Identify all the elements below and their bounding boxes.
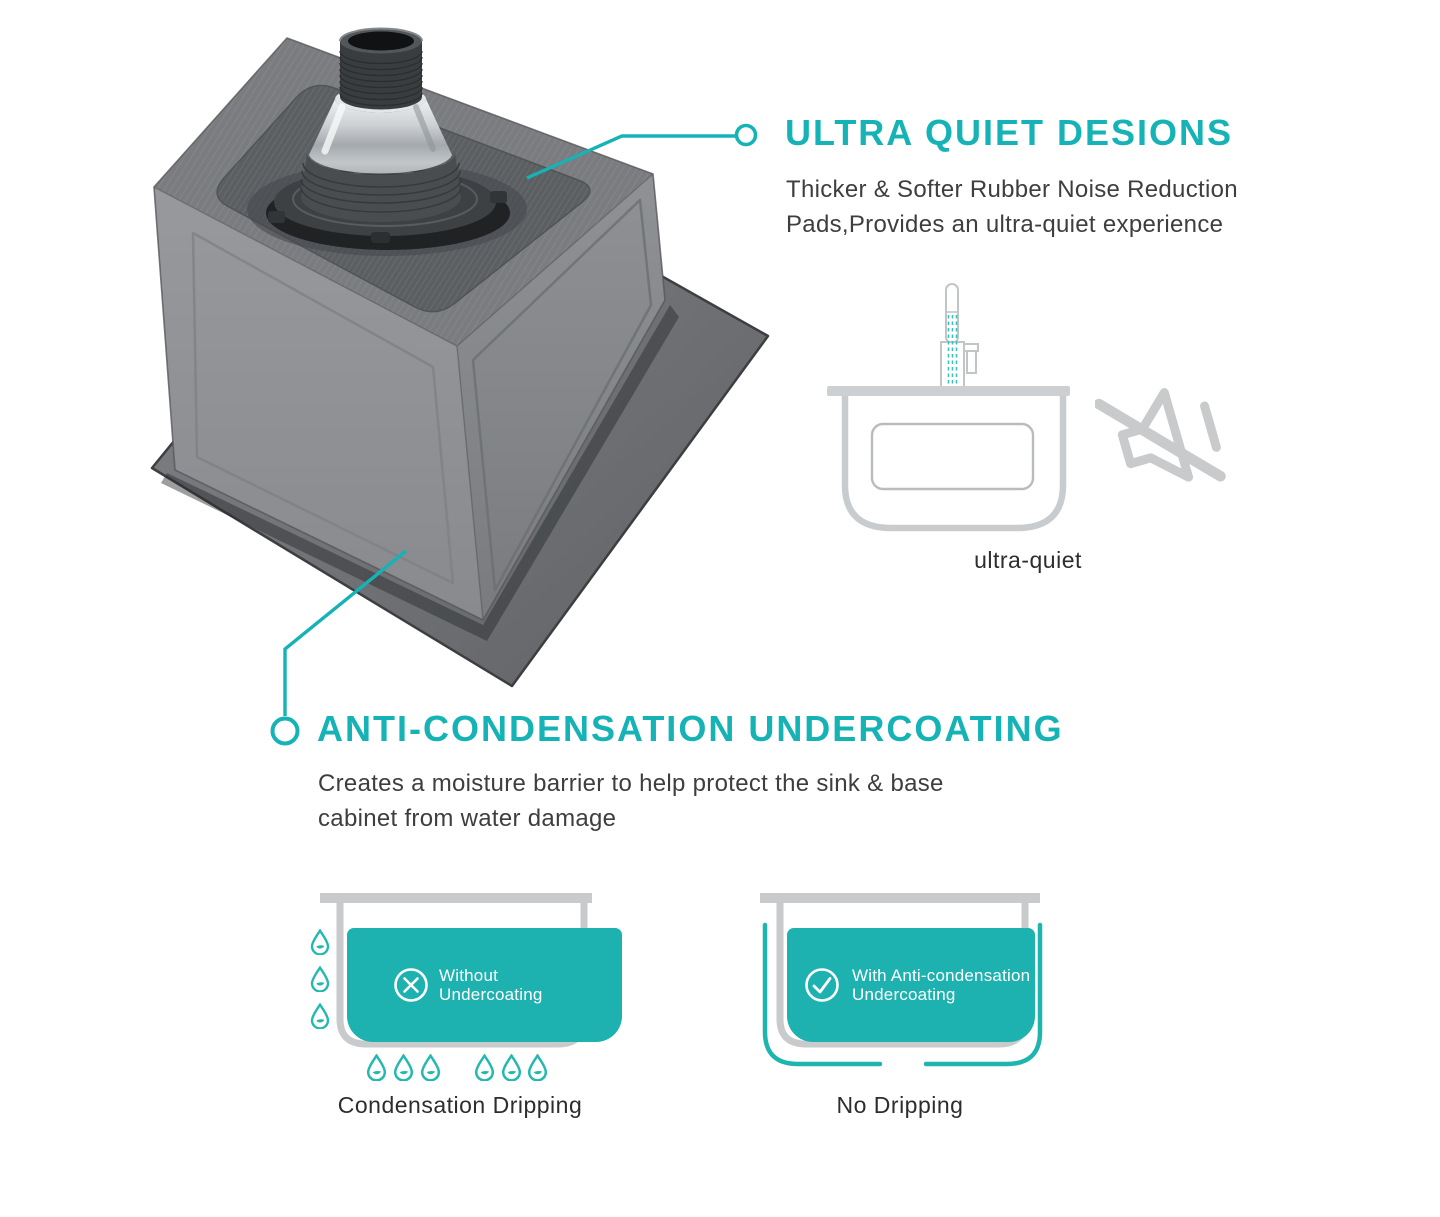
with-undercoating-badge (787, 928, 1035, 1042)
sink-underside-photo (95, 5, 785, 705)
ultra-quiet-caption: ultra-quiet (974, 547, 1082, 573)
faucet-icon (941, 284, 978, 389)
circle-x-icon (392, 966, 430, 1004)
ultra-quiet-title: ULTRA QUIET DESIONS (785, 112, 1234, 153)
without-undercoating-label: Without Undercoating (439, 965, 543, 1004)
no-dripping-caption: No Dripping (836, 1092, 964, 1118)
with-undercoating-diagram (735, 880, 1065, 1130)
muted-speaker-icon (1095, 372, 1230, 507)
condensation-dripping-caption: Condensation Dripping (337, 1092, 583, 1118)
undercoating-desc-line2: cabinet from water damage (318, 805, 617, 832)
undercoating-desc-line1: Creates a moisture barrier to help protect the sink & base (318, 770, 944, 797)
ultra-quiet-description (786, 172, 1238, 242)
circle-check-icon (803, 966, 841, 1004)
ultra-quiet-desc-line2: Pads,Provides an ultra-quiet experience (786, 211, 1224, 238)
quiet-sink-illustration (815, 272, 1085, 542)
without-undercoating-badge (347, 928, 622, 1042)
with-undercoating-label: With Anti-condensation Undercoating (852, 965, 1031, 1004)
without-undercoating-diagram (295, 880, 625, 1130)
undercoating-title: ANTI-CONDENSATION UNDERCOATING (317, 708, 1064, 749)
undercoating-description (318, 766, 944, 836)
callout-ring-undercoating (273, 719, 298, 744)
ultra-quiet-desc-line1: Thicker & Softer Rubber Noise Reduction (786, 176, 1238, 203)
